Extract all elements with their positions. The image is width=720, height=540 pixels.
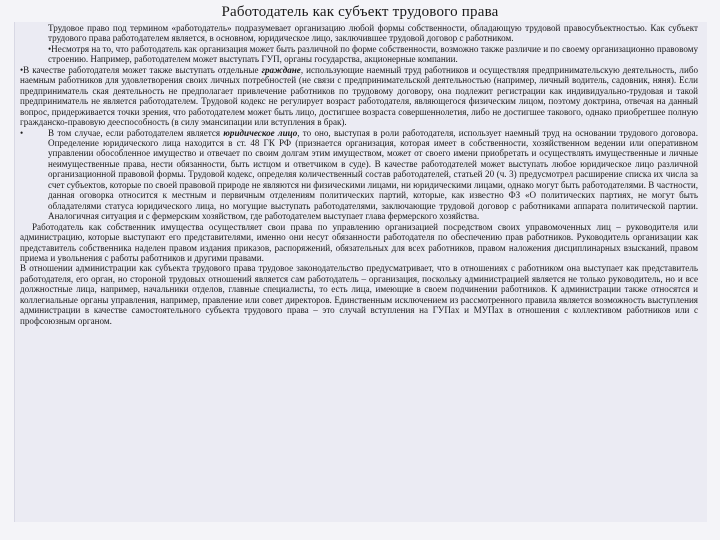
legal-entity-emphasis: юридическое лицо (223, 127, 298, 138)
paragraph-ownership-forms: •Несмотря на то, что работодатель как организация может быть различной по форме собственности, возможно также различие и по своему организационно правовому строению. Например, работодателем может выступать ГУП, органы государства, акционерные компании. (48, 43, 698, 65)
paragraph-administration: В отношении администрации как субъекта трудового права трудовое законодательство предусматривает, что в отношениях с работником она выступает как представитель работодателя, его орган, но стороной трудовых отношений является сам работодатель – организация, поскольку администрацией является не только руководитель, но и все должностные лица, например, начальники отделов, главные специалисты, то есть лица, имеющие в своем подчинении работников. К администрации также относятся и коллегиальные органы управления, например, правление или совет директоров. Единственным исключением из рассмотренного правила является возможность выступления администрации в качестве самостоятельного субъекта трудового права – это случай вступления на ГУПах и МУПах в отношения с коллективом работников или с профсоюзным органом. (20, 263, 698, 326)
slide-body (20, 23, 698, 326)
page-title: Работодатель как субъект трудового права (221, 4, 499, 20)
citizens-emphasis: граждане (261, 64, 301, 75)
paragraph-citizens-as-employers (20, 65, 698, 128)
legal-entity-text-pre: В том случае, если работодателем является (48, 127, 224, 138)
citizens-text-pre: •В качестве работодателя может также выступать отдельные (20, 64, 262, 75)
paragraph-legal-entity (20, 128, 698, 222)
bullet-marker: • (20, 127, 24, 138)
legal-entity-text (48, 128, 698, 222)
paragraph-employer-as-owner: Работодатель как собственник имущества осуществляет свои права по управлению организацией посредством своих управомоченных лиц – руководителя или администрацию, которые выступают его представителями, именно они несут обязанности работодателя по обеспечению прав работников. Руководитель организации как представитель собственника наделен правом издания приказов, распоряжений, обязательных для всех работников, правом наложения дисциплинарных взысканий, правом приема и увольнения с работы работников и другими правами. (20, 221, 698, 263)
legal-entity-text-post: , то оно, выступая в роли работодателя, использует наемный труд на основании трудового договора. Определение юридического лица находится в ст. 48 ГК РФ (признается организация, которая имеет в собственности, хозяйственном ведении или оперативном управлении обособленное имущество и отвечает по своим долгам этим имуществом, может от своего имени приобретать и осуществлять имущественные и личные неимущественные права, нести обязанности, быть истцом и ответчиком в суде). В качестве работодателей может выступать любое юридическое лицо различной организационной правовой формы. Трудовой кодекс, определяя количественный состав работодателей, статьей 20 (ч. 3) предусмотрел расширение списка их числа за счет субъектов, которые по своей правовой природе не являются ни физическими лицами, ни юридическими лицами, однако могут быть работодателями. В частности, данная оговорка относится к местным и первичным отделениям политических партий, которые, как известно ФЗ «О политических партиях, не могут быть обладателями статуса юридического лица, но могущие выступать работодателями, заключающие трудовой договор с работниками аппарата политической партии. Аналогичная ситуация и с фермерским хозяйством, где работодателем выступает глава фермерского хозяйства. (48, 127, 698, 222)
paragraph-employer-definition: Трудовое право под термином «работодатель» подразумевает организацию любой формы собственности, обладающую трудовой правосубъектностью. Как субъект трудового права работодателем является, в основном, юридическое лицо, заключившее трудовой договор с работником. (48, 23, 698, 44)
citizens-text-post: , использующие наемный труд работников и осуществляя предпринимательскую деятельность, либо наемным работников для удовлетворения своих личных потребностей (не связи с предпринимательской деятельностью (например, личный водитель, садовник, няня). Если предприниматель ская деятельность не предполагает привлечение работников по трудовому договору, она подлежит регистрации как индивидуально-трудовая и такой предприниматель не является работодателем. Трудовой кодекс не регулирует возраст работодателя, являющегося физическим лицом, поэтому доктрина, отвечая на данный вопрос, придерживается точки зрения, что работодателем может быть лицо, достигшее возраста совершеннолетия, либо не достигшее такового, однако приобретшее полную гражданско-правовую дееспособность (в силу эмансипации или вступления в брак). (20, 64, 699, 128)
